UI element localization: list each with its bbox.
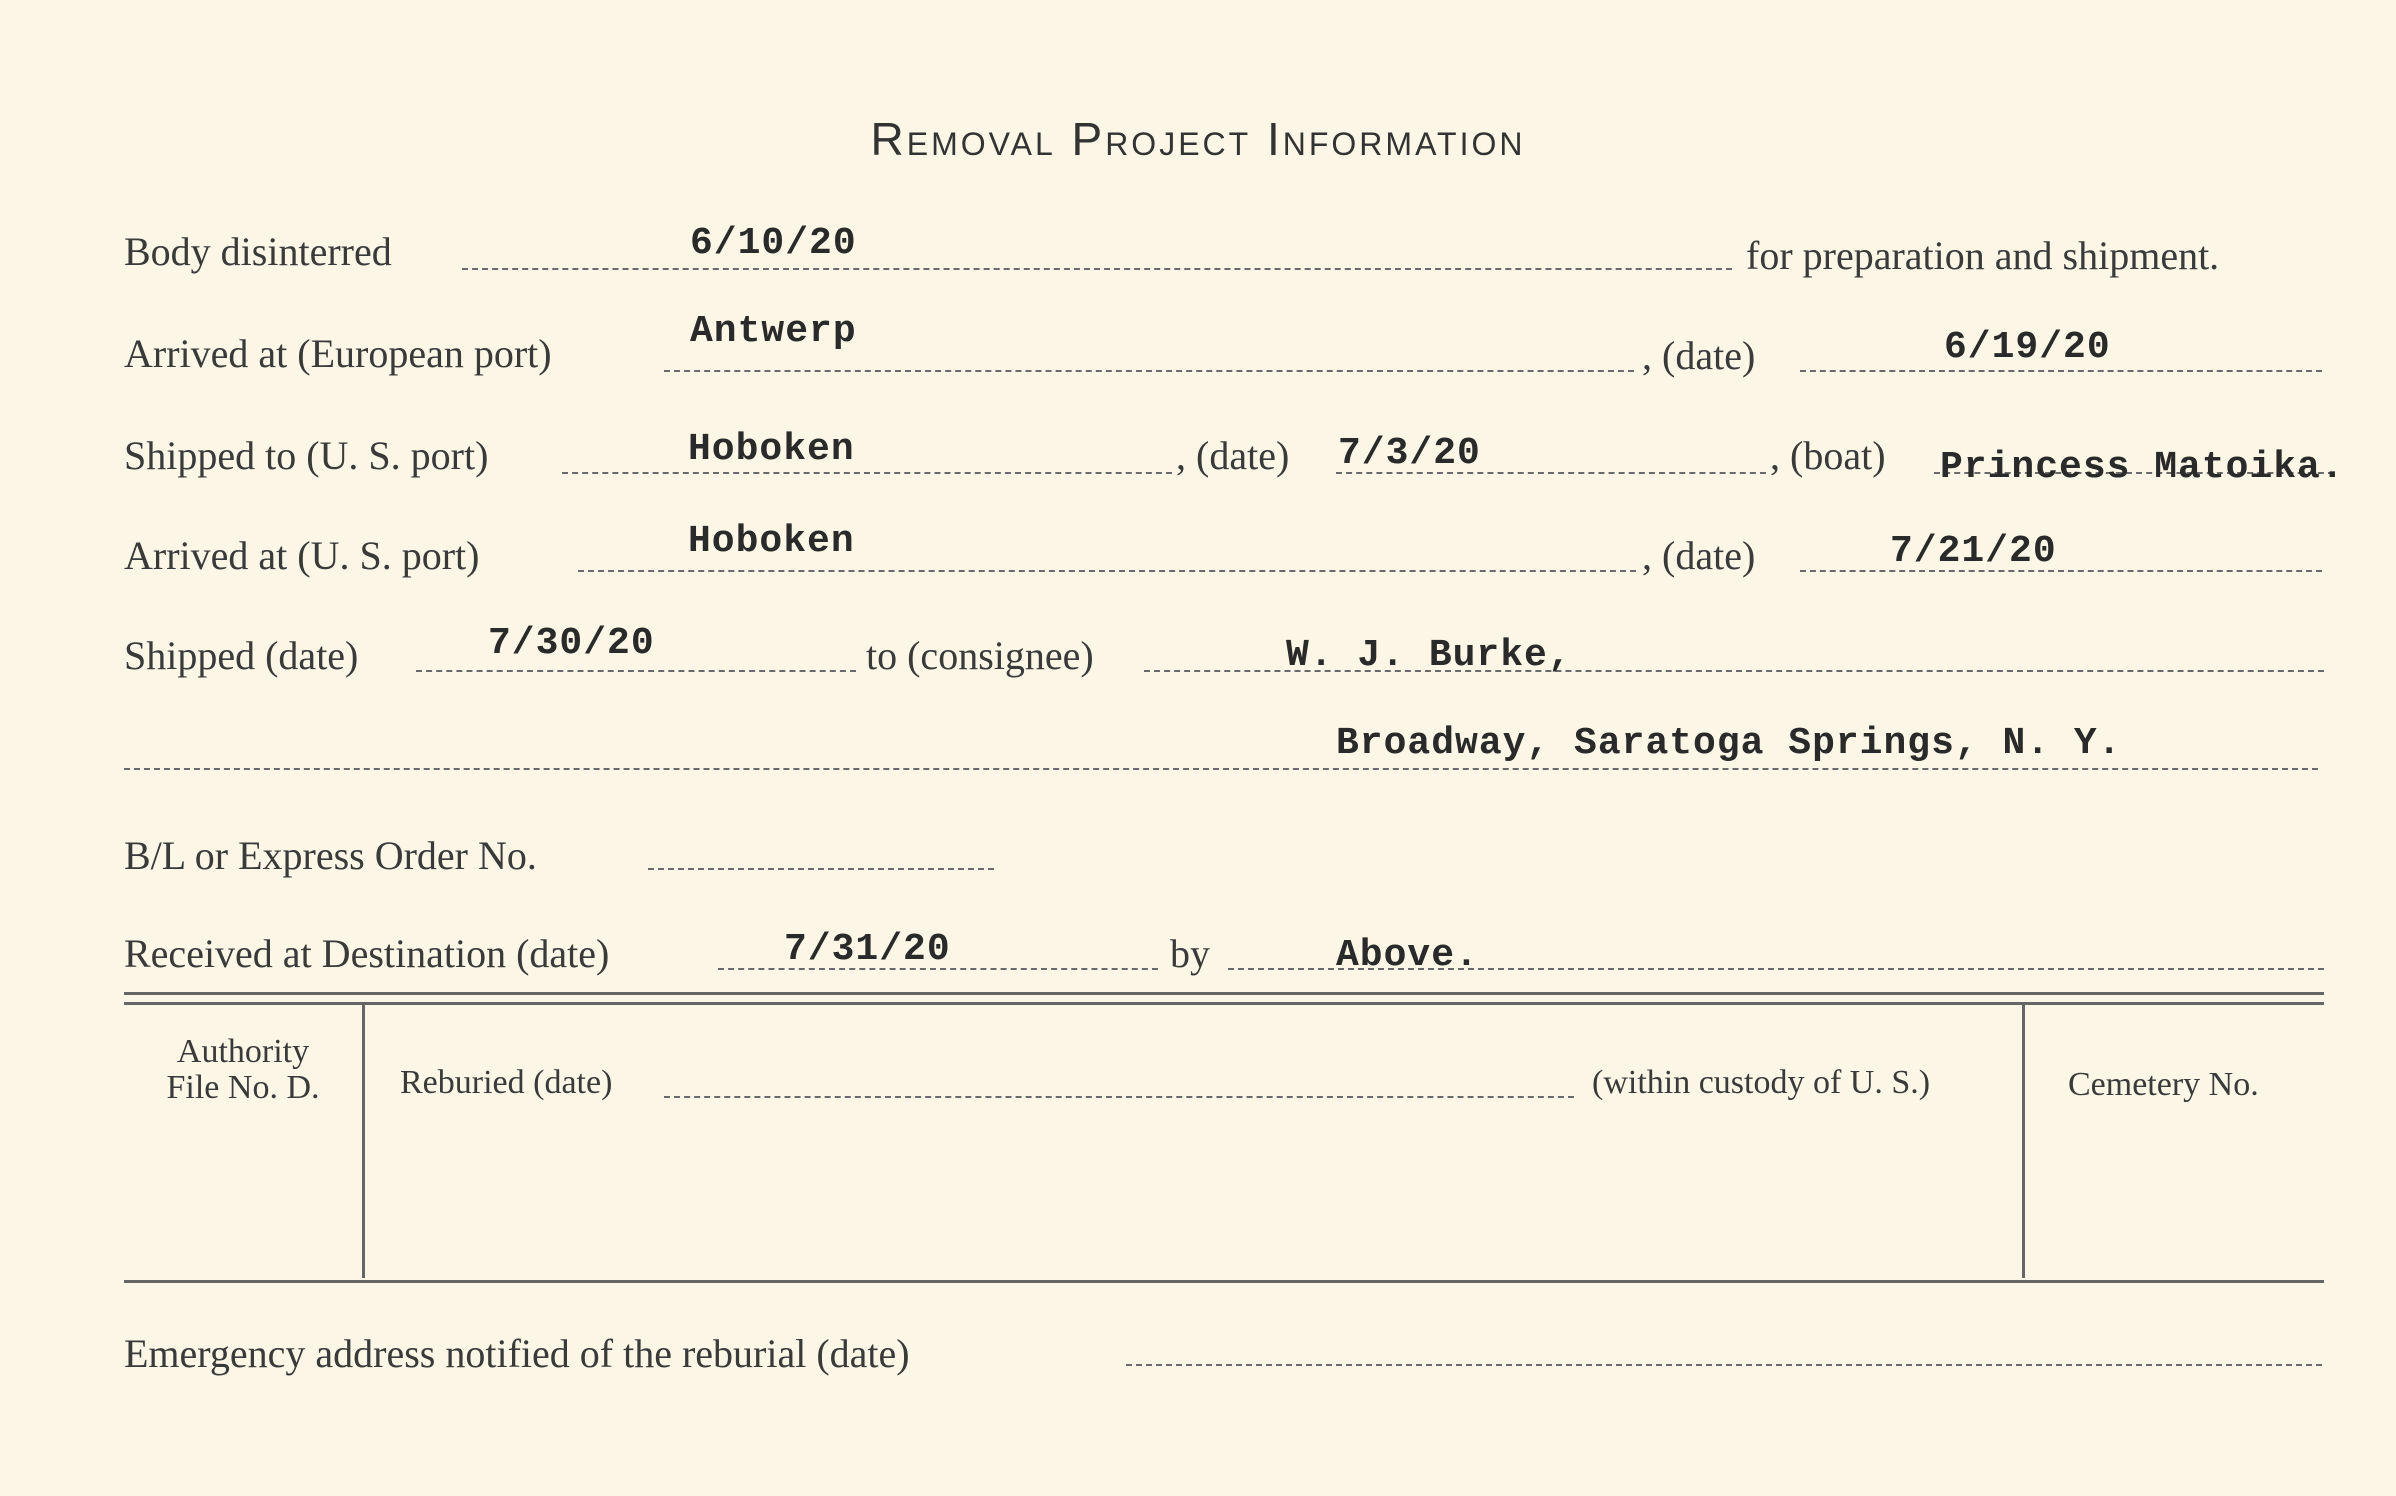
arrived-us-port-line [578,570,1636,572]
emergency-address-line [1126,1364,2322,1366]
emergency-address-label: Emergency address notified of the reburial (date) [124,1331,910,1376]
shipped-date-value: 7/30/20 [488,622,655,665]
shipped-us-date-value: 7/3/20 [1338,432,1481,475]
reburied-line [664,1096,1574,1098]
reburied-label: Reburied (date) [400,1064,613,1101]
box-divider-left [362,1004,365,1278]
received-destination-value: 7/31/20 [784,928,951,971]
bl-express-order-line [648,868,994,870]
arrived-european-date-value: 6/19/20 [1944,326,2111,369]
consignee-address-line [124,768,2318,770]
arrived-us-port-label: Arrived at (U. S. port) [124,533,480,578]
body-disinterred-value: 6/10/20 [690,222,857,265]
consignee-address-value: Broadway, Saratoga Springs, N. Y. [1336,722,2122,765]
by-value: Above. [1336,934,1479,977]
shipped-us-date-label: , (date) [1176,433,1290,478]
authority-line1: Authority [176,1033,310,1070]
double-rule-bottom [124,1002,2324,1005]
consignee-value: W. J. Burke, [1286,634,1572,677]
by-label: by [1170,931,1210,976]
body-disinterred-line [462,268,1732,270]
for-preparation-label: for preparation and shipment. [1746,233,2220,278]
arrived-us-date-value: 7/21/20 [1890,530,2057,573]
arrived-us-date-label: , (date) [1642,533,1756,578]
shipped-us-port-value: Hoboken [688,428,855,471]
shipped-us-port-label: Shipped to (U. S. port) [124,433,489,478]
shipped-date-line [416,670,856,672]
shipped-us-port-line [562,472,1172,474]
boat-value: Princess Matoika. [1940,446,2345,489]
authority-line2: File No. D. [166,1069,320,1106]
form-title: Removal Project Information [870,113,1526,165]
bl-express-order-label: B/L or Express Order No. [124,833,537,878]
arrived-european-date-line [1800,370,2322,372]
authority-label [130,1034,356,1106]
box-bottom-rule [124,1280,2324,1283]
arrived-us-date-line [1800,570,2322,572]
shipped-date-label: Shipped (date) [124,633,359,678]
cemetery-label: Cemetery No. [2068,1066,2259,1103]
boat-label: , (boat) [1770,433,1886,478]
received-destination-label: Received at Destination (date) [124,931,610,976]
arrived-us-port-value: Hoboken [688,520,855,563]
double-rule-top [124,992,2324,995]
consignee-label: to (consignee) [866,633,1094,678]
arrived-european-date-label: , (date) [1642,333,1756,378]
custody-label: (within custody of U. S.) [1592,1064,1931,1101]
arrived-european-port-label: Arrived at (European port) [124,331,552,376]
body-disinterred-label: Body disinterred [124,229,392,274]
arrived-european-port-value: Antwerp [690,310,857,353]
arrived-european-port-line [664,370,1634,372]
box-divider-right [2022,1004,2025,1278]
